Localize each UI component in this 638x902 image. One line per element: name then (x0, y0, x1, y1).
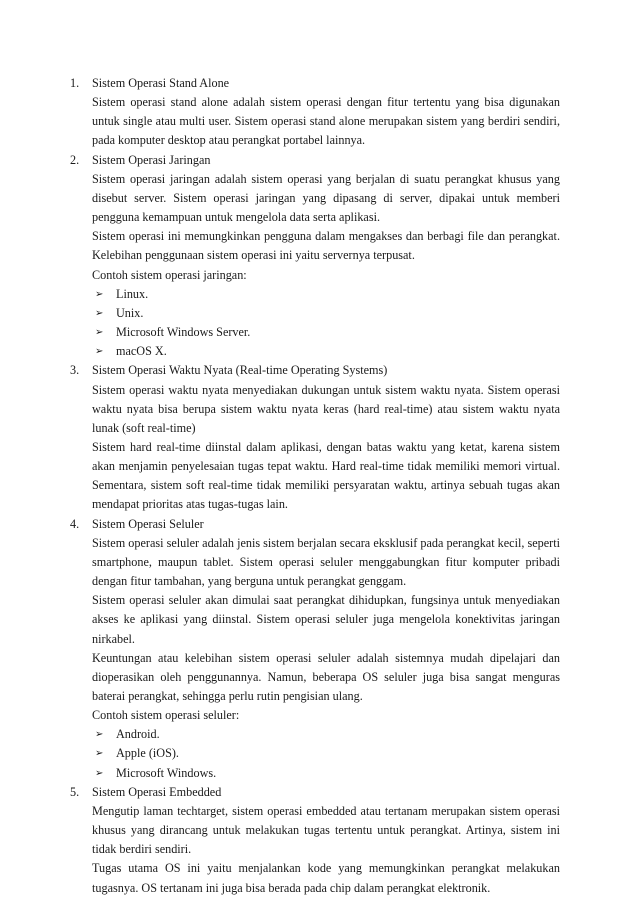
item-title: Sistem Operasi Jaringan (92, 152, 211, 167)
bullet-text: Microsoft Windows Server. (116, 325, 251, 340)
item-title: Sistem Operasi Embedded (92, 784, 222, 799)
item-paragraph: Contoh sistem operasi jaringan: (92, 267, 247, 282)
item-paragraph: Sistem operasi seluler akan dimulai saat perangkat dihidupkan, fungsinya untuk menyediakan akses ke aplikasi yang diinstal. Sistem operasi seluler juga mengelola konektivitas jaringan nirkabel. (92, 593, 560, 646)
item-paragraph: Mengutip laman techtarget, sistem operasi embedded atau tertanam merupakan sistem operasi khusus yang dirancang untuk melakukan tugas tertentu untuk perangkat. Artinya, sistem ini tidak berdiri sendiri. (92, 803, 560, 857)
bullet-text: Microsoft Windows. (116, 765, 217, 780)
bullet-item (92, 342, 560, 361)
item-title: Sistem Operasi Waktu Nyata (Real-time Operating Systems) (92, 363, 388, 378)
list-item-embedded (70, 783, 560, 898)
bullet-text: Unix. (116, 305, 144, 320)
item-paragraph: Sistem hard real-time diinstal dalam aplikasi, dengan batas waktu yang ketat, karena sistem akan menjamin penyelesaian tugas tepat waktu. Hard real-time tidak memiliki memori virtual. Sementara, sistem soft real-time tidak memiliki persyaratan waktu, artinya sebuah tugas akan mendapat prioritas atas tugas-tugas lain. (92, 439, 560, 512)
item-paragraph: Sistem operasi jaringan adalah sistem operasi yang berjalan di suatu perangkat khusus yang disebut server. Sistem operasi jaringan yang dipasang di server, dipakai untuk memberi pengguna kemampuan untuk mengelola data serta aplikasi. (92, 171, 560, 225)
bullet-text: Apple (iOS). (116, 746, 179, 761)
bullet-text: macOS X. (116, 344, 167, 359)
list-item-stand-alone (70, 74, 560, 151)
arrow-bullet-icon: ➢ (95, 346, 104, 358)
item-paragraph: Tugas utama OS ini yaitu menjalankan kode yang memungkinkan perangkat melakukan tugasnya. OS tertanam ini juga bisa berada pada chip dalam perangkat elektronik. (92, 861, 560, 895)
item-paragraph: Sistem operasi waktu nyata menyediakan dukungan untuk sistem waktu nyata. Sistem operasi waktu nyata bisa berupa sistem waktu nyata keras (hard real-time) atau sistem waktu nyata lunak (soft real-time) (92, 382, 560, 435)
bullet-list (92, 285, 560, 362)
bullet-item (92, 725, 560, 744)
bullet-list (92, 725, 560, 782)
list-item-jaringan (70, 151, 560, 362)
item-paragraph: Contoh sistem operasi seluler: (92, 708, 240, 723)
item-title: Sistem Operasi Seluler (92, 516, 204, 531)
arrow-bullet-icon: ➢ (95, 327, 104, 339)
item-title: Sistem Operasi Stand Alone (92, 76, 230, 90)
bullet-item (92, 323, 560, 342)
item-number: 4. (70, 516, 80, 531)
item-paragraph: Keuntungan atau kelebihan sistem operasi seluler adalah sistemnya mudah dipelajari dan dioperasikan oleh penggunannya. Namun, beberapa OS seluler juga bisa sangat menguras baterai perangkat, sehingga perlu rutin pengisian ulang. (92, 650, 560, 703)
item-number: 5. (70, 784, 80, 799)
list-item-waktu-nyata (70, 361, 560, 514)
document-body (70, 74, 560, 898)
arrow-bullet-icon: ➢ (95, 767, 104, 779)
item-number: 2. (70, 152, 80, 167)
arrow-bullet-icon: ➢ (95, 307, 104, 319)
item-number: 1. (70, 76, 80, 90)
arrow-bullet-icon: ➢ (95, 729, 104, 741)
bullet-item (92, 764, 560, 783)
bullet-text: Android. (116, 727, 160, 742)
bullet-item (92, 285, 560, 304)
arrow-bullet-icon: ➢ (95, 288, 104, 300)
arrow-bullet-icon: ➢ (95, 748, 104, 760)
item-number: 3. (70, 363, 80, 378)
bullet-item (92, 304, 560, 323)
item-paragraph: Sistem operasi stand alone adalah sistem operasi dengan fitur tertentu yang bisa digunakan untuk single atau multi user. Sistem operasi stand alone merupakan sistem yang berdiri sendiri, pada komputer desktop atau perangkat portabel lainnya. (92, 95, 560, 148)
bullet-text: Linux. (116, 286, 149, 301)
item-paragraph: Sistem operasi ini memungkinkan pengguna dalam mengakses dan berbagi file dan perangkat. Kelebihan penggunaan sistem operasi ini yaitu servernya terpusat. (92, 229, 560, 263)
list-item-seluler (70, 515, 560, 783)
item-paragraph: Sistem operasi seluler adalah jenis sistem berjalan secara eksklusif pada perangkat kecil, seperti smartphone, maupun tablet. Sistem operasi seluler menggabungkan fitur komputer pribadi dengan fitur tambahan, yang berguna untuk perangkat genggam. (92, 535, 560, 589)
bullet-item (92, 744, 560, 763)
